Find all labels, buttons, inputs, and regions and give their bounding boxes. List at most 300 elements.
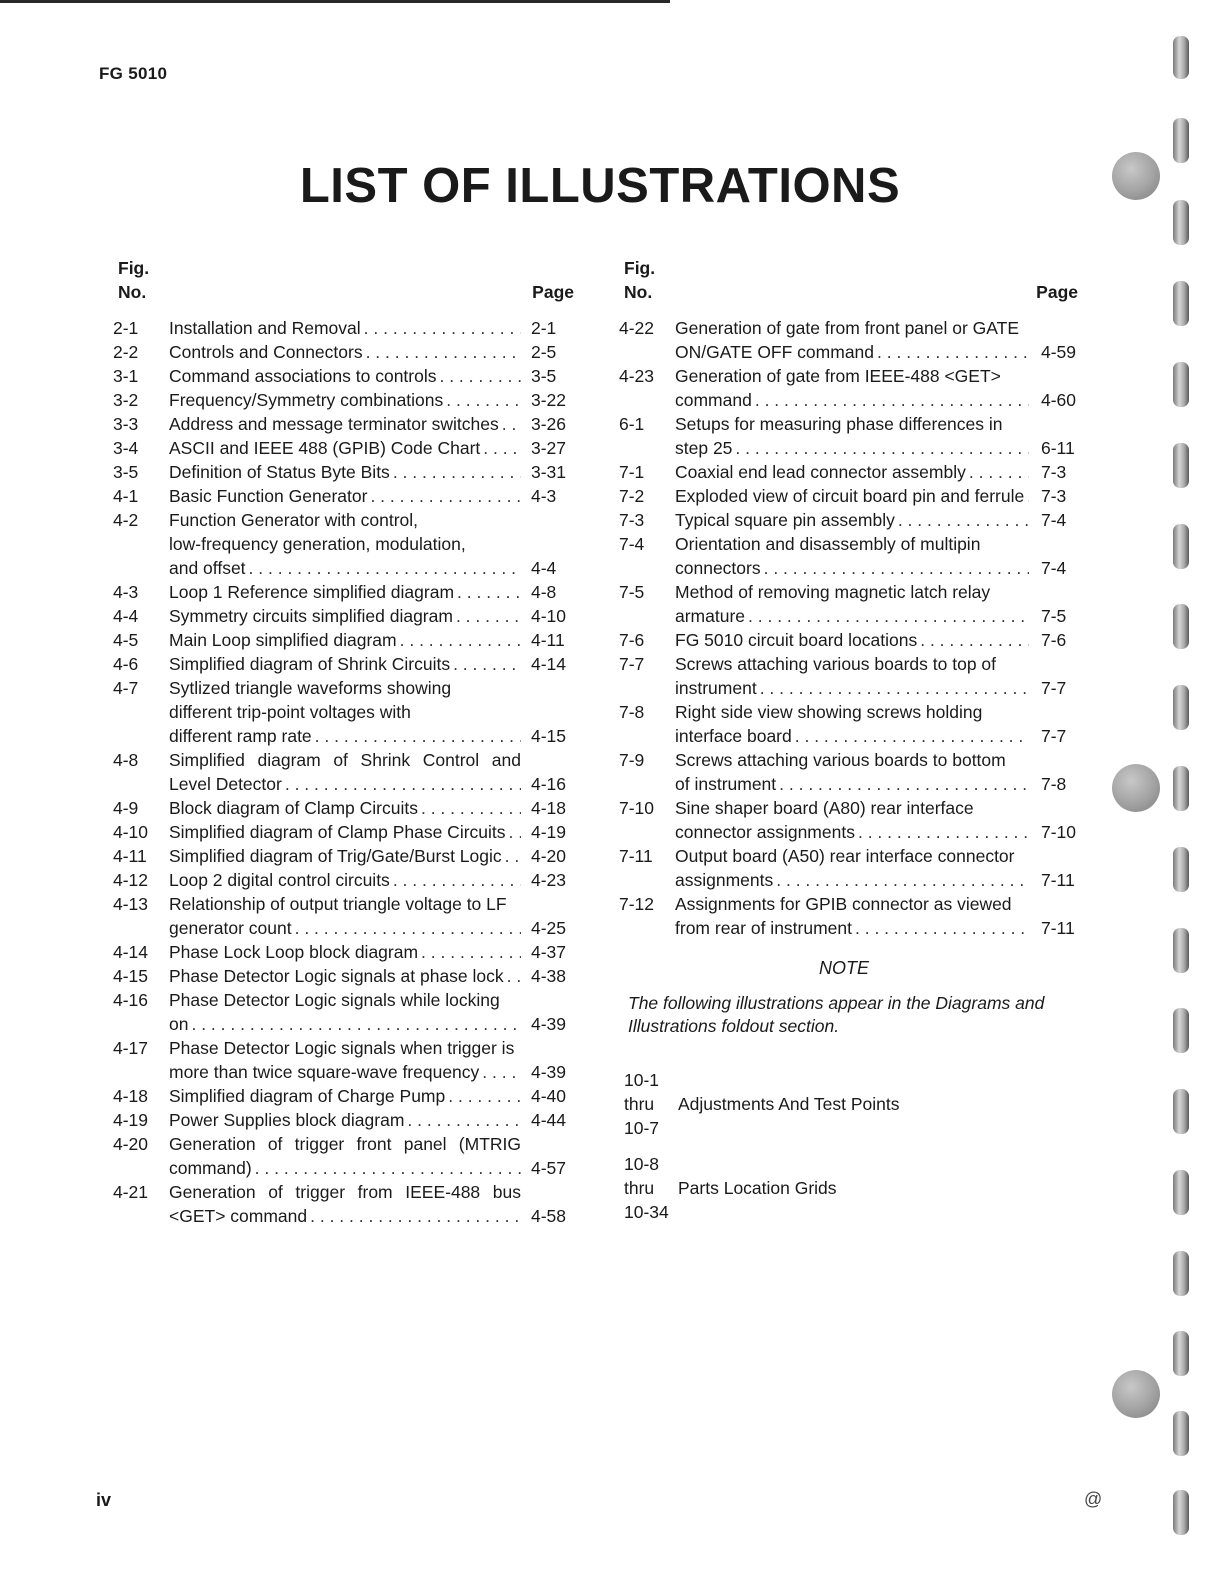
page-ref: 7-5: [1041, 606, 1067, 626]
figure-title-line: ON/GATE OFF command: [675, 342, 875, 362]
figure-number: 3-2: [113, 390, 139, 410]
figure-title-line: step 25: [675, 438, 733, 458]
figure-entry: [113, 628, 583, 652]
figure-title: [675, 364, 1029, 412]
figure-number: 7-1: [619, 462, 645, 482]
leader-dots: [792, 724, 1029, 748]
page-ref: 7-6: [1041, 630, 1067, 650]
figure-title-line: Command associations to controls: [169, 366, 437, 386]
figure-title-line: Main Loop simplified diagram: [169, 630, 397, 650]
figure-title-line: armature: [675, 606, 746, 626]
leader-dots: [502, 844, 521, 868]
leader-dots: [418, 796, 521, 820]
binder-tab: [1173, 1008, 1189, 1053]
figure-title: [169, 388, 521, 412]
figure-entry: [113, 868, 583, 892]
figure-title-line: Basic Function Generator: [169, 486, 368, 506]
figure-title-line: Definition of Status Byte Bits: [169, 462, 390, 482]
page-ref: 4-23: [531, 870, 567, 890]
figure-title-line: different ramp rate: [169, 726, 312, 746]
figure-title-line: assignments: [675, 870, 774, 890]
binder-tab: [1173, 1089, 1189, 1134]
leader-dots: [499, 412, 521, 436]
figure-title-line: Right side view showing screws holding: [675, 702, 983, 722]
foldout-thru: thru: [624, 1178, 655, 1198]
figure-number: 4-23: [619, 366, 655, 386]
page-ref: 7-3: [1041, 462, 1067, 482]
figure-title-line: Loop 2 digital control circuits: [169, 870, 390, 890]
leader-dots: [363, 340, 521, 364]
figure-number: 4-15: [113, 966, 149, 986]
figure-title-line: of instrument: [675, 774, 777, 794]
leader-dots: [361, 316, 521, 340]
leader-dots: [917, 628, 1029, 652]
figure-title-line: Frequency/Symmetry combinations: [169, 390, 444, 410]
figure-title-line: Exploded view of circuit board pin and ferrule: [675, 486, 1025, 506]
page-ref: 3-5: [531, 366, 557, 386]
figure-title: [169, 676, 521, 748]
leader-dots: [504, 964, 521, 988]
page-ref: 4-57: [531, 1158, 567, 1178]
figure-entry: [113, 940, 583, 964]
figure-title-line: Loop 1 Reference simplified diagram: [169, 582, 455, 602]
figure-number: 7-12: [619, 894, 655, 914]
figure-number: 7-6: [619, 630, 645, 650]
figure-title-line: ASCII and IEEE 488 (GPIB) Code Chart: [169, 438, 481, 458]
figure-title: [169, 1084, 521, 1108]
figure-number: 4-2: [113, 510, 139, 530]
figure-number: 4-16: [113, 990, 149, 1010]
binder-tab: [1173, 36, 1189, 79]
figure-title-line: Generation of gate from front panel or GATE: [675, 318, 1020, 338]
figure-title: [675, 412, 1029, 460]
figure-entry: [619, 508, 1087, 532]
page-ref: 7-11: [1041, 918, 1075, 938]
figure-title-line: Output board (A50) rear interface connector: [675, 846, 1015, 866]
figure-entry: [113, 892, 583, 940]
page-ref: 2-5: [531, 342, 557, 362]
leader-dots: [852, 916, 1029, 940]
leader-dots: [367, 484, 521, 508]
figure-title-line: more than twice square-wave frequency: [169, 1062, 480, 1082]
figure-title: [675, 460, 1029, 484]
figure-title-line: instrument: [675, 678, 757, 698]
figure-number: 4-11: [113, 846, 147, 866]
binder-tab: [1173, 200, 1189, 245]
figure-entry: [113, 364, 583, 388]
leader-dots: [443, 388, 521, 412]
page-ref: 4-10: [531, 606, 567, 626]
foldout-title: Adjustments And Test Points: [678, 1094, 900, 1114]
figure-number: 4-6: [113, 654, 139, 674]
figure-number: 4-5: [113, 630, 139, 650]
page-ref: 4-14: [531, 654, 567, 674]
page-ref: 4-38: [531, 966, 567, 986]
figure-title: [169, 628, 521, 652]
binder-tab: [1173, 928, 1189, 973]
page-ref: 4-19: [531, 822, 567, 842]
binder-tab: [1173, 281, 1189, 326]
top-rule: [0, 0, 670, 3]
page-ref: 4-11: [531, 630, 565, 650]
leader-dots: [454, 580, 521, 604]
page-title: LIST OF ILLUSTRATIONS: [299, 159, 901, 213]
binder-hole: [1112, 764, 1160, 812]
figure-entry: [619, 652, 1087, 700]
figure-title-line: Method of removing magnetic latch relay: [675, 582, 991, 602]
figure-entry: [619, 844, 1087, 892]
figure-entry: [619, 748, 1087, 796]
figure-title-line: <GET> command: [169, 1206, 308, 1226]
page-ref: 4-44: [531, 1110, 567, 1130]
figure-entry: [619, 364, 1087, 412]
figure-title: [169, 484, 521, 508]
right-figure-list: [619, 316, 1087, 940]
left-column: [113, 256, 583, 1228]
figure-title: [169, 1180, 521, 1228]
figure-title-line: Simplified diagram of Clamp Phase Circuits: [169, 822, 506, 842]
left-column-header: [113, 256, 583, 316]
figure-title-line: Block diagram of Clamp Circuits: [169, 798, 418, 818]
figure-number: 7-3: [619, 510, 645, 530]
leader-dots: [480, 436, 521, 460]
leader-dots: [732, 436, 1029, 460]
figure-title-line: Symmetry circuits simplified diagram: [169, 606, 453, 626]
leader-dots: [745, 604, 1029, 628]
binder-tab: [1173, 1170, 1189, 1215]
leader-dots: [757, 676, 1029, 700]
figure-title-line: Generation of trigger front panel (MTRIG: [169, 1134, 521, 1154]
no-label: No.: [118, 282, 147, 302]
leader-dots: [506, 820, 521, 844]
figure-number: 7-4: [619, 534, 645, 554]
note-title: NOTE: [818, 958, 869, 978]
leader-dots: [397, 628, 521, 652]
figure-entry: [619, 316, 1087, 364]
figure-title-line: Level Detector: [169, 774, 282, 794]
figure-title: [169, 820, 521, 844]
page-ref: 3-27: [531, 438, 567, 458]
figure-number: 4-17: [113, 1038, 149, 1058]
figure-title: [169, 364, 521, 388]
binder-hole: [1112, 1370, 1160, 1418]
figure-title-line: Coaxial end lead connector assembly: [675, 462, 966, 482]
figure-title-line: Typical square pin assembly: [675, 510, 895, 530]
leader-dots: [450, 652, 521, 676]
figure-entry: [113, 508, 583, 580]
binder-tab: [1173, 118, 1189, 163]
figure-entry: [113, 796, 583, 820]
figure-title: [675, 844, 1029, 892]
figure-title-line: Generation of gate from IEEE-488 <GET>: [675, 366, 1001, 386]
leader-dots: [188, 1012, 521, 1036]
binder-tab: [1173, 1411, 1189, 1456]
figure-number: 4-7: [113, 678, 139, 698]
leader-dots: [479, 1060, 521, 1084]
page-ref: 4-8: [531, 582, 557, 602]
figure-entry: [113, 1180, 583, 1228]
figure-entry: [113, 388, 583, 412]
page-number: iv: [96, 1490, 112, 1510]
figure-title: [169, 460, 521, 484]
figure-number: 4-1: [113, 486, 139, 506]
figure-number: 7-7: [619, 654, 645, 674]
figure-title: [169, 796, 521, 820]
page-ref: 7-7: [1041, 678, 1067, 698]
figure-number: 4-9: [113, 798, 139, 818]
figure-title-line: Address and message terminator switches: [169, 414, 499, 434]
figure-number: 4-18: [113, 1086, 149, 1106]
page-ref: 3-22: [531, 390, 567, 410]
leader-dots: [874, 340, 1029, 364]
figure-title-line: Function Generator with control,: [169, 510, 419, 530]
binder-tab: [1173, 1251, 1189, 1296]
figure-title-line: Phase Detector Logic signals at phase lock: [169, 966, 504, 986]
page-ref: 4-25: [531, 918, 567, 938]
figure-entry: [113, 580, 583, 604]
figure-title-line: interface board: [675, 726, 792, 746]
page-ref: 4-58: [531, 1206, 567, 1226]
figure-title: [169, 508, 521, 580]
figure-title: [169, 844, 521, 868]
figure-title-line: Phase Lock Loop block diagram: [169, 942, 419, 962]
page-ref: 4-18: [531, 798, 567, 818]
leader-dots: [390, 460, 521, 484]
foldout-to: 10-34: [624, 1202, 669, 1222]
figure-entry: [113, 436, 583, 460]
figure-entry: [619, 532, 1087, 580]
leader-dots: [418, 940, 521, 964]
figure-title-line: Relationship of output triangle voltage to LF: [169, 894, 507, 914]
binder-hole: [1112, 152, 1160, 200]
figure-title: [675, 508, 1029, 532]
figure-title: [169, 940, 521, 964]
figure-entry: [619, 700, 1087, 748]
figure-number: 4-14: [113, 942, 149, 962]
page-ref: 7-11: [1041, 870, 1075, 890]
figure-title-line: different trip-point voltages with: [169, 702, 411, 722]
figure-title-line: Screws attaching various boards to top of: [675, 654, 997, 674]
page-ref: 4-4: [531, 558, 557, 578]
fig-label: Fig.: [118, 258, 150, 278]
figure-entry: [113, 1132, 583, 1180]
figure-number: 7-10: [619, 798, 655, 818]
figure-entry: [619, 892, 1087, 940]
figure-title: [169, 1132, 521, 1180]
figure-title-line: Assignments for GPIB connector as viewed: [675, 894, 1012, 914]
foldout-from: 10-8: [624, 1154, 660, 1174]
figure-title-line: from rear of instrument: [675, 918, 852, 938]
page-ref: 3-26: [531, 414, 567, 434]
left-figure-list: [113, 316, 583, 1228]
figure-entry: [619, 484, 1087, 508]
binder-tab: [1173, 362, 1189, 407]
figure-number: 3-3: [113, 414, 139, 434]
figure-title: [169, 580, 521, 604]
figure-title: [675, 892, 1029, 940]
figure-title-line: connector assignments: [675, 822, 855, 842]
figure-title: [169, 964, 521, 988]
page-ref: 7-4: [1041, 558, 1067, 578]
binder-tab: [1173, 604, 1189, 649]
figure-title-line: Screws attaching various boards to bottom: [675, 750, 1006, 770]
figure-number: 4-22: [619, 318, 655, 338]
figure-number: 7-9: [619, 750, 645, 770]
figure-title: [169, 1108, 521, 1132]
figure-entry: [619, 460, 1087, 484]
figure-title: [675, 652, 1029, 700]
binder-tab: [1173, 524, 1189, 569]
figure-title-line: Setups for measuring phase differences in: [675, 414, 1003, 434]
page-ref: 4-3: [531, 486, 557, 506]
page-ref: 7-10: [1041, 822, 1077, 842]
figure-number: 4-3: [113, 582, 139, 602]
figure-title-line: low-frequency generation, modulation,: [169, 534, 466, 554]
page-ref: 7-8: [1041, 774, 1067, 794]
leader-dots: [292, 916, 521, 940]
leader-dots: [282, 772, 521, 796]
foldout-to: 10-7: [624, 1118, 660, 1138]
figure-title: [169, 988, 521, 1036]
figure-entry: [113, 964, 583, 988]
page-ref: 4-20: [531, 846, 567, 866]
page-label: Page: [1036, 282, 1078, 302]
figure-entry: [113, 988, 583, 1036]
figure-title-line: Simplified diagram of Charge Pump: [169, 1086, 446, 1106]
binder-tab: [1173, 847, 1189, 892]
figure-title: [675, 316, 1029, 364]
page-ref: 4-39: [531, 1062, 567, 1082]
leader-dots: [307, 1204, 521, 1228]
leader-dots: [246, 556, 521, 580]
leader-dots: [752, 388, 1029, 412]
figure-title-line: Power Supplies block diagram: [169, 1110, 405, 1130]
leader-dots: [312, 724, 521, 748]
figure-number: 7-5: [619, 582, 645, 602]
figure-title-line: Simplified diagram of Trig/Gate/Burst Logic: [169, 846, 502, 866]
figure-entry: [113, 652, 583, 676]
leader-dots: [445, 1084, 521, 1108]
page-ref: 7-3: [1041, 486, 1067, 506]
figure-title-line: on: [169, 1014, 189, 1034]
right-column: [619, 256, 1087, 940]
page-ref: 4-15: [531, 726, 567, 746]
page-ref: 4-16: [531, 774, 567, 794]
figure-number: 4-21: [113, 1182, 149, 1202]
figure-number: 2-1: [113, 318, 139, 338]
figure-entry: [619, 796, 1087, 844]
figure-number: 4-19: [113, 1110, 149, 1130]
figure-title: [675, 700, 1029, 748]
doc-id: FG 5010: [99, 64, 168, 83]
binder-tab: [1173, 766, 1189, 811]
page-ref: 4-40: [531, 1086, 567, 1106]
figure-entry: [619, 628, 1087, 652]
figure-number: 4-13: [113, 894, 149, 914]
figure-title: [169, 436, 521, 460]
page-ref: 7-4: [1041, 510, 1067, 530]
figure-entry: [113, 460, 583, 484]
figure-entry: [113, 1036, 583, 1084]
figure-title: [675, 532, 1029, 580]
figure-title-line: Sytlized triangle waveforms showing: [169, 678, 452, 698]
leader-dots: [776, 772, 1029, 796]
figure-title-line: Phase Detector Logic signals when trigger is: [169, 1038, 515, 1058]
foldout-from: 10-1: [624, 1070, 660, 1090]
figure-number: 7-2: [619, 486, 645, 506]
figure-title: [675, 580, 1029, 628]
leader-dots: [252, 1156, 521, 1180]
figure-title-line: Phase Detector Logic signals while locking: [169, 990, 500, 1010]
figure-title: [169, 748, 521, 796]
figure-title: [675, 628, 1029, 652]
page-ref: 4-59: [1041, 342, 1077, 362]
figure-title: [169, 652, 521, 676]
binder-tab: [1173, 1490, 1189, 1535]
note-text: The following illustrations appear in the Diagrams and Illustrations foldout section.: [628, 993, 1045, 1036]
figure-entry: [113, 316, 583, 340]
figure-title: [675, 748, 1029, 796]
leader-dots: [966, 460, 1029, 484]
figure-number: 4-10: [113, 822, 149, 842]
figure-title: [169, 868, 521, 892]
figure-title: [169, 340, 521, 364]
figure-entry: [619, 412, 1087, 460]
figure-number: 4-8: [113, 750, 139, 770]
binder-tab: [1173, 443, 1189, 488]
right-column-header: [619, 256, 1087, 316]
binder-tab: [1173, 685, 1189, 730]
figure-entry: [619, 580, 1087, 628]
leader-dots: [390, 868, 521, 892]
figure-title: [169, 316, 521, 340]
figure-title-line: FG 5010 circuit board locations: [675, 630, 918, 650]
leader-dots: [761, 556, 1029, 580]
page-ref: 2-1: [531, 318, 557, 338]
figure-entry: [113, 844, 583, 868]
figure-title-line: Simplified diagram of Shrink Circuits: [169, 654, 451, 674]
page-ref: 7-7: [1041, 726, 1067, 746]
figure-title-line: generator count: [169, 918, 292, 938]
fig-label: Fig.: [624, 258, 656, 278]
figure-title: [675, 796, 1029, 844]
figure-number: 3-5: [113, 462, 139, 482]
figure-title: [169, 892, 521, 940]
page-ref: 4-60: [1041, 390, 1077, 410]
figure-number: 7-11: [619, 846, 653, 866]
figure-title-line: Orientation and disassembly of multipin: [675, 534, 981, 554]
figure-title-line: and offset: [169, 558, 246, 578]
leader-dots: [773, 868, 1029, 892]
figure-title-line: Controls and Connectors: [169, 342, 363, 362]
no-label: No.: [624, 282, 653, 302]
figure-title-line: Sine shaper board (A80) rear interface: [675, 798, 974, 818]
figure-entry: [113, 484, 583, 508]
copyright-mark: @: [1084, 1489, 1103, 1509]
page-ref: 3-31: [531, 462, 567, 482]
leader-dots: [895, 508, 1029, 532]
figure-title: [675, 484, 1029, 508]
foldout-title: Parts Location Grids: [678, 1178, 837, 1198]
figure-number: 7-8: [619, 702, 645, 722]
figure-entry: [113, 1108, 583, 1132]
figure-entry: [113, 820, 583, 844]
figure-number: 4-20: [113, 1134, 149, 1154]
figure-number: 3-1: [113, 366, 139, 386]
leader-dots: [436, 364, 521, 388]
leader-dots: [453, 604, 521, 628]
figure-number: 4-12: [113, 870, 149, 890]
